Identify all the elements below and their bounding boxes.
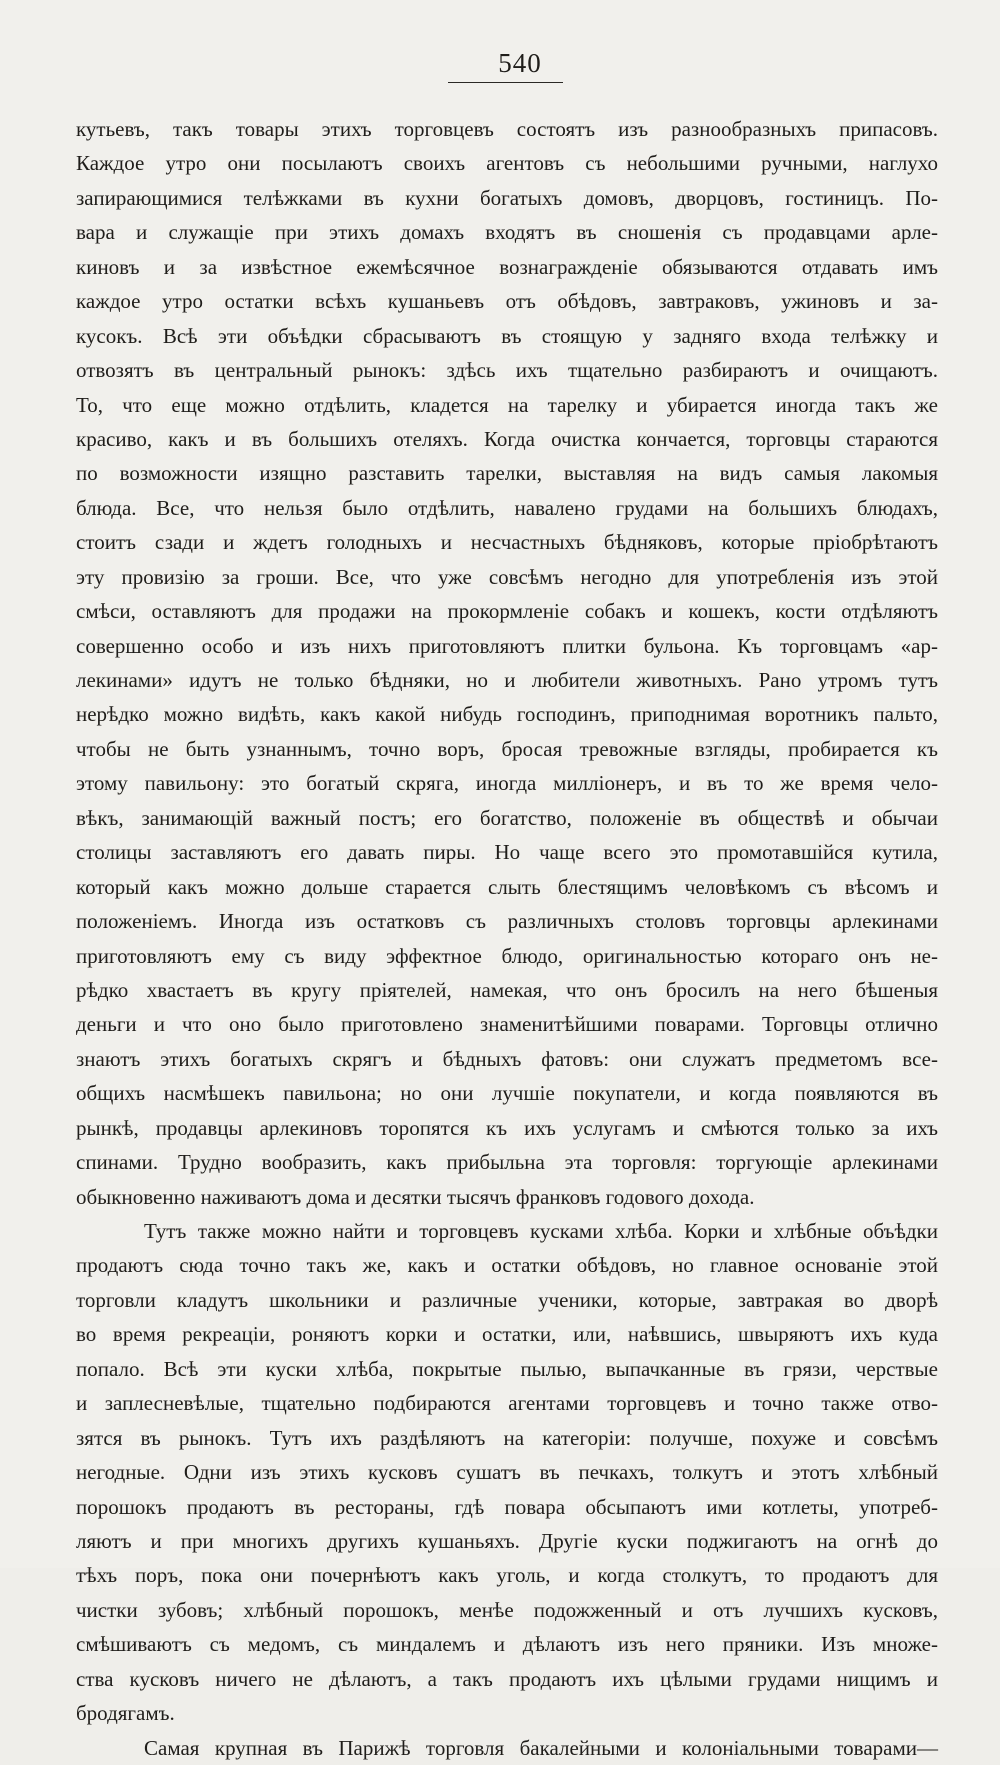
text-line: знаютъ этихъ богатыхъ скрягъ и бѣдныхъ фатовъ: они служатъ предметомъ все- (76, 1046, 938, 1071)
text-line: общихъ насмѣшекъ павильона; но они лучшіе покупатели, и когда появляются въ (76, 1081, 938, 1106)
text-line: попало. Всѣ эти куски хлѣба, покрытые пылью, выпачканные въ грязи, черствые (76, 1356, 938, 1381)
text-line: столицы заставляютъ его давать пиры. Но чаще всего это промотавшійся кутила, (76, 840, 938, 865)
text-line: негодные. Одни изъ этихъ кусковъ сушатъ въ печкахъ, толкутъ и этотъ хлѣбный (76, 1460, 938, 1485)
text-line: рѣдко хвастаетъ въ кругу пріятелей, намекая, что онъ бросилъ на него бѣшеныя (76, 977, 938, 1002)
text-line: продаютъ сюда точно такъ же, какъ и остатки обѣдовъ, но главное основаніе этой (76, 1253, 938, 1278)
text-line: положеніемъ. Иногда изъ остатковъ съ различныхъ столовъ торговцы арлекинами (76, 909, 938, 934)
text-line: каждое утро остатки всѣхъ кушаньевъ отъ обѣдовъ, завтраковъ, ужиновъ и за- (76, 289, 938, 314)
text-line: запирающимися телѣжками въ кухни богатыхъ домовъ, дворцовъ, гостиницъ. По- (76, 185, 938, 210)
text-line: кутьевъ, такъ товары этихъ торговцевъ состоятъ изъ разнообразныхъ припасовъ. (76, 117, 938, 141)
text-line: торговли кладутъ школьники и различные ученики, которые, завтракая во дворѣ (76, 1287, 938, 1312)
text-line: красиво, какъ и въ большихъ отеляхъ. Когда очистка кончается, торговцы стараются (76, 426, 938, 451)
page-number: 540 (498, 48, 542, 78)
text-line: отвозятъ въ центральный рынокъ: здѣсь ихъ тщательно разбираютъ и очищаютъ. (76, 358, 938, 383)
text-line: спинами. Трудно вообразить, какъ прибыльна эта торговля: торгующіе арлекинами (76, 1150, 938, 1175)
text-line: Каждое утро они посылаютъ своихъ агентовъ съ небольшими ручными, наглухо (76, 151, 938, 176)
text-line: рынкѣ, продавцы арлекиновъ торопятся къ ихъ услугамъ и смѣются только за ихъ (76, 1115, 938, 1140)
text-line: обыкновенно наживаютъ дома и десятки тысячъ франковъ годового дохода. (76, 1184, 755, 1209)
page-number-rule (448, 82, 563, 83)
text-line: Тутъ также можно найти и торговцевъ кусками хлѣба. Корки и хлѣбные объѣдки (144, 1219, 938, 1243)
text-line: нерѣдко можно видѣть, какъ какой нибудь господинъ, приподнимая воротникъ пальто, (76, 702, 938, 727)
text-line: совершенно особо и изъ нихъ приготовляютъ плитки бульона. Къ торговцамъ «ар- (76, 633, 938, 658)
text-line: который какъ можно дольше старается слыть блестящимъ человѣкомъ съ вѣсомъ и (76, 874, 938, 899)
text-line: зятся въ рынокъ. Тутъ ихъ раздѣляютъ на категоріи: получше, похуже и совсѣмъ (76, 1425, 938, 1450)
text-line: этому павильону: это богатый скряга, иногда милліонеръ, и въ то же время чело- (76, 771, 938, 796)
text-line: чтобы не быть узнаннымъ, точно воръ, бросая тревожные взгляды, пробирается къ (76, 736, 938, 761)
text-line: по возможности изящно разставить тарелки, выставляя на видъ самыя лакомыя (76, 461, 938, 486)
text-line: и заплесневѣлые, тщательно подбираются агентами торговцевъ и точно также отво- (76, 1391, 938, 1416)
text-line: блюда. Все, что нельзя было отдѣлить, навалено грудами на большихъ блюдахъ, (76, 495, 938, 520)
text-line: кусокъ. Всѣ эти объѣдки сбрасываютъ въ стоящую у задняго входа телѣжку и (76, 323, 938, 348)
text-line: во время рекреаціи, роняютъ корки и остатки, или, наѣвшись, швыряютъ ихъ куда (76, 1322, 938, 1347)
text-line: порошокъ продаютъ въ рестораны, гдѣ повара обсыпаютъ ими котлеты, употреб- (76, 1494, 938, 1519)
text-line: ства кусковъ ничего не дѣлаютъ, а такъ продаютъ ихъ цѣлыми грудами нищимъ и (76, 1666, 938, 1691)
text-line: ляютъ и при многихъ другихъ кушаньяхъ. Другіе куски поджигаютъ на огнѣ до (76, 1528, 938, 1553)
text-line: смѣшиваютъ съ медомъ, съ миндалемъ и дѣлаютъ изъ него пряники. Изъ множе- (76, 1632, 938, 1657)
text-line: То, что еще можно отдѣлить, кладется на тарелку и убирается иногда такъ же (76, 392, 938, 417)
text-line: стоитъ сзади и ждетъ голодныхъ и несчастныхъ бѣдняковъ, которые пріобрѣтаютъ (76, 530, 938, 555)
text-line: чистки зубовъ; хлѣбный порошокъ, менѣе подожженный и отъ лучшихъ кусковъ, (76, 1597, 938, 1622)
text-line: смѣси, оставляютъ для продажи на прокормленіе собакъ и кошекъ, кости отдѣляютъ (76, 599, 938, 624)
text-line: вѣкъ, занимающій важный постъ; его богатство, положеніе въ обществѣ и обычаи (76, 805, 938, 830)
text-line: деньги и что оно было приготовлено знаменитѣйшими поварами. Торговцы отлично (76, 1012, 938, 1037)
text-line: киновъ и за извѣстное ежемѣсячное вознагражденіе обязываются отдавать имъ (76, 254, 938, 279)
text-line: бродягамъ. (76, 1701, 175, 1726)
text-line: эту провизію за гроши. Все, что уже совсѣмъ негодно для употребленія изъ этой (76, 564, 938, 589)
text-line: лекинами» идутъ не только бѣдняки, но и любители животныхъ. Рано утромъ тутъ (76, 668, 938, 692)
body-text (76, 112, 938, 1765)
text-line: приготовляютъ ему съ виду эффектное блюдо, оригинальностью котораго онъ не- (76, 943, 938, 968)
text-line: тѣхъ поръ, пока они почернѣютъ какъ уголь, и когда столкутъ, то продаютъ для (76, 1563, 938, 1588)
text-line: Самая крупная въ Парижѣ торговля бакалейными и колоніальными товарами— (144, 1735, 938, 1760)
text-line: вара и служащіе при этихъ домахъ входятъ въ сношенія съ продавцами арле- (76, 220, 938, 245)
